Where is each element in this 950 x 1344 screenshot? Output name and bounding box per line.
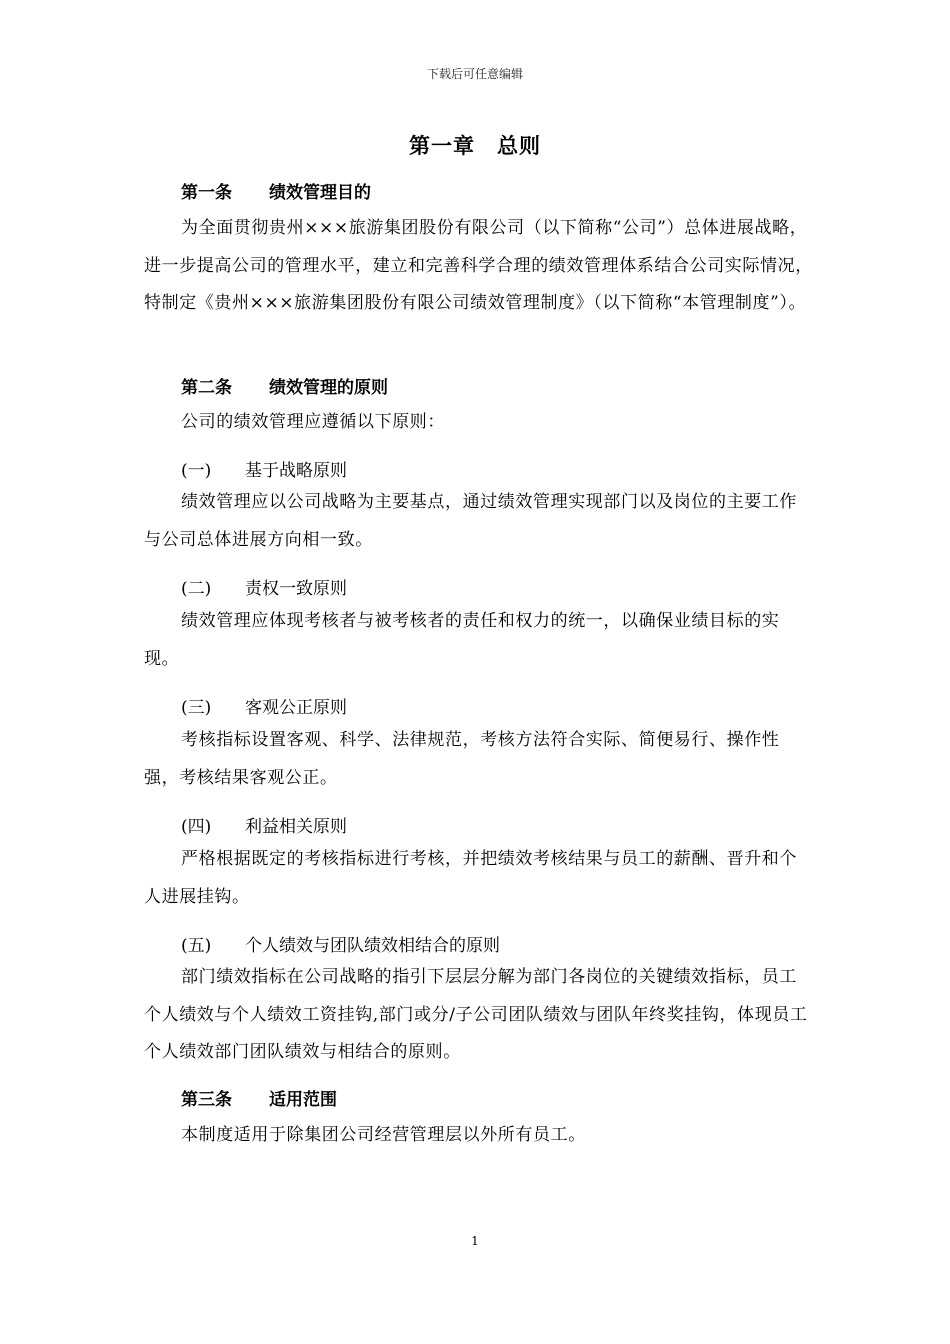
chapter-heading xyxy=(0,130,950,160)
principle-title: 责权一致原则 xyxy=(245,579,347,599)
article-number: 第一条 xyxy=(181,183,232,203)
article-heading xyxy=(181,1085,337,1110)
chapter-number: 第一章 xyxy=(409,134,475,158)
principle-number: (五) xyxy=(181,936,212,956)
article-number: 第二条 xyxy=(181,378,232,398)
paragraph: 本制度适用于除集团公司经营管理层以外所有员工。 xyxy=(181,1125,586,1145)
article-heading xyxy=(181,178,371,203)
principle-heading xyxy=(181,693,347,718)
paragraph: 严格根据既定的考核指标进行考核，并把绩效考核结果与员工的薪酬、晋升和个人进展挂钩。 xyxy=(144,849,797,907)
paragraph: 公司的绩效管理应遵循以下原则： xyxy=(181,412,445,432)
principle-heading xyxy=(181,931,500,956)
chapter-title: 总则 xyxy=(497,134,541,158)
principle-heading xyxy=(181,456,347,481)
paragraph: 为全面贯彻贵州×××旅游集团股份有限公司（以下简称“公司”）总体进展战略，进一步提高公司的管理水平，建立和完善科学合理的绩效管理体系结合公司实际情况，特制定《贵州×××旅游集团股份有限公司绩效管理制度》（以下简称“本管理制度”）。 xyxy=(144,218,813,313)
principle-number: (二) xyxy=(181,579,212,599)
principle-number: (三) xyxy=(181,698,212,718)
page-header: 下载后可任意编辑 xyxy=(426,67,523,81)
paragraph: 绩效管理应以公司战略为主要基点，通过绩效管理实现部门以及岗位的主要工作与公司总体进展方向相一致。 xyxy=(144,492,797,550)
paragraph: 绩效管理应体现考核者与被考核者的责任和权力的统一，以确保业绩目标的实现。 xyxy=(144,611,780,669)
article-heading xyxy=(181,373,388,398)
article-title: 绩效管理的原则 xyxy=(269,378,388,398)
paragraph: 考核指标设置客观、科学、法律规范，考核方法符合实际、简便易行、操作性强，考核结果客观公正。 xyxy=(144,730,780,788)
article-title: 适用范围 xyxy=(269,1090,337,1110)
principle-title: 利益相关原则 xyxy=(245,817,347,837)
article-number: 第三条 xyxy=(181,1090,232,1110)
principle-heading xyxy=(181,812,347,837)
paragraph: 部门绩效指标在公司战略的指引下层层分解为部门各岗位的关键绩效指标，员工个人绩效与个人绩效工资挂钩,部门或分/子公司团队绩效与团队年终奖挂钩，体现员工个人绩效部门团队绩效与相结合的原则。 xyxy=(144,967,808,1062)
principle-number: (四) xyxy=(181,817,212,837)
article-title: 绩效管理目的 xyxy=(269,183,371,203)
page-number: 1 xyxy=(471,1234,479,1248)
principle-title: 客观公正原则 xyxy=(245,698,347,718)
principle-title: 基于战略原则 xyxy=(245,461,347,481)
principle-number: (一) xyxy=(181,461,212,481)
principle-heading xyxy=(181,574,347,599)
principle-title: 个人绩效与团队绩效相结合的原则 xyxy=(245,936,500,956)
